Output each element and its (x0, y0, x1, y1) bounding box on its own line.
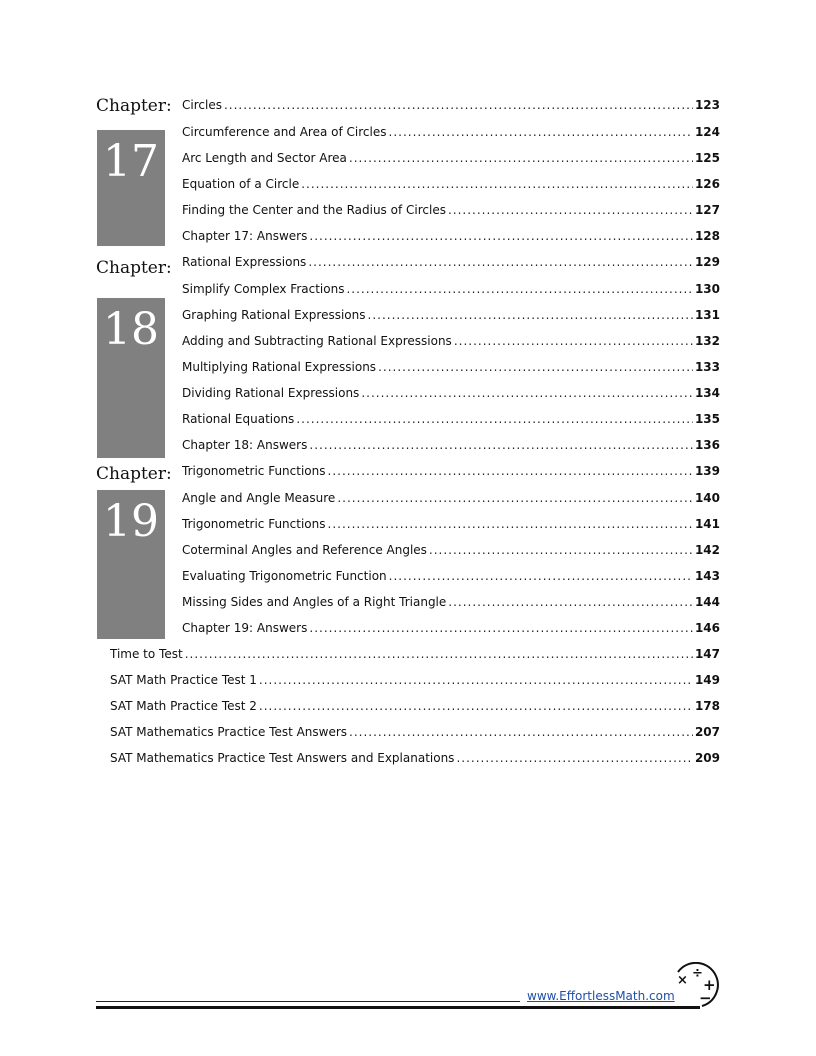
toc-entry-page: 149 (694, 673, 720, 687)
toc-entry-page: 123 (694, 98, 720, 112)
toc-leader-dots (259, 672, 693, 688)
toc-entry[interactable] (182, 124, 720, 140)
toc-entry-page: 143 (694, 569, 720, 583)
toc-entry[interactable] (182, 594, 720, 610)
toc-entry[interactable] (182, 176, 720, 192)
toc-entry[interactable] (182, 490, 720, 506)
toc-entry[interactable] (182, 281, 720, 297)
toc-entry[interactable] (182, 463, 720, 479)
toc-entry-title: Circumference and Area of Circles (182, 125, 387, 139)
toc-leader-dots (346, 281, 692, 297)
toc-leader-dots (309, 620, 693, 636)
toc-leader-dots (349, 150, 693, 166)
toc-entry-page: 209 (694, 751, 720, 765)
toc-leader-dots (259, 698, 693, 714)
toc-leader-dots (361, 385, 693, 401)
toc-entry-page: 130 (694, 282, 720, 296)
chapter-number-box (97, 298, 165, 458)
footer-website-link[interactable]: www.EffortlessMath.com (527, 989, 675, 1003)
chapter-number-box (97, 490, 165, 639)
toc-leader-dots (309, 228, 693, 244)
toc-entry[interactable] (110, 724, 720, 740)
toc-entry[interactable] (182, 333, 720, 349)
toc-leader-dots (337, 490, 693, 506)
toc-entry[interactable] (182, 516, 720, 532)
toc-entry-page: 132 (694, 334, 720, 348)
toc-entry[interactable] (182, 97, 720, 113)
toc-entry[interactable] (182, 359, 720, 375)
toc-entry-page: 133 (694, 360, 720, 374)
toc-entry-page: 142 (694, 543, 720, 557)
toc-entry-page: 125 (694, 151, 720, 165)
chapter-label: Chapter: (96, 464, 172, 484)
toc-entry-title: SAT Math Practice Test 2 (110, 699, 257, 713)
toc-entry-title: Circles (182, 98, 222, 112)
chapter-number: 18 (103, 304, 159, 355)
toc-entry-title: Chapter 19: Answers (182, 621, 308, 635)
toc-entry-title: Trigonometric Functions (182, 464, 326, 478)
toc-leader-dots (296, 411, 693, 427)
toc-entry-page: 178 (694, 699, 720, 713)
toc-entry-page: 124 (694, 125, 720, 139)
toc-leader-dots (328, 463, 693, 479)
toc-leader-dots (378, 359, 693, 375)
toc-entry-page: 147 (694, 647, 720, 661)
toc-leader-dots (454, 333, 693, 349)
toc-leader-dots (389, 568, 693, 584)
toc-leader-dots (301, 176, 693, 192)
toc-entry-page: 134 (694, 386, 720, 400)
toc-entry-title: Equation of a Circle (182, 177, 300, 191)
toc-entry-page: 139 (694, 464, 720, 478)
chapter-number-box (97, 130, 165, 246)
toc-leader-dots (368, 307, 693, 323)
toc-entry[interactable] (182, 202, 720, 218)
toc-entry-page: 129 (694, 255, 720, 269)
toc-entry-title: Time to Test (110, 647, 183, 661)
toc-entry-title: Dividing Rational Expressions (182, 386, 360, 400)
toc-entry[interactable] (182, 542, 720, 558)
toc-leader-dots (224, 97, 693, 113)
toc-entry[interactable] (182, 411, 720, 427)
toc-leader-dots (349, 724, 693, 740)
toc-entry-title: Arc Length and Sector Area (182, 151, 347, 165)
toc-entry[interactable] (182, 150, 720, 166)
toc-entry[interactable] (110, 646, 720, 662)
toc-entry[interactable] (182, 437, 720, 453)
toc-entry-title: SAT Mathematics Practice Test Answers (110, 725, 348, 739)
toc-entry[interactable] (110, 698, 720, 714)
toc-entry-title: Adding and Subtracting Rational Expressions (182, 334, 452, 348)
toc-entry[interactable] (182, 228, 720, 244)
toc-entry-title: Simplify Complex Fractions (182, 282, 345, 296)
toc-entry-page: 126 (694, 177, 720, 191)
toc-entry-title: Angle and Angle Measure (182, 491, 336, 505)
toc-leader-dots (448, 202, 693, 218)
toc-entry[interactable] (110, 672, 720, 688)
footer-divider-thick (96, 1006, 700, 1009)
chapter-number: 19 (103, 496, 159, 547)
toc-entry-title: Evaluating Trigonometric Function (182, 569, 387, 583)
toc-entry[interactable] (110, 750, 720, 766)
toc-entry-title: Missing Sides and Angles of a Right Triangle (182, 595, 447, 609)
toc-entry-title: Finding the Center and the Radius of Circles (182, 203, 446, 217)
toc-entry-page: 136 (694, 438, 720, 452)
toc-entry-title: Trigonometric Functions (182, 517, 326, 531)
toc-entry-page: 141 (694, 517, 720, 531)
chapter-label: Chapter: (96, 96, 172, 116)
toc-entry-page: 127 (694, 203, 720, 217)
toc-entry-page: 128 (694, 229, 720, 243)
toc-entry-page: 146 (694, 621, 720, 635)
footer-divider-thin (96, 1001, 520, 1002)
toc-entry-title: Chapter 17: Answers (182, 229, 308, 243)
toc-leader-dots (429, 542, 693, 558)
toc-entry[interactable] (182, 620, 720, 636)
toc-entry[interactable] (182, 568, 720, 584)
toc-entry-page: 207 (694, 725, 720, 739)
toc-leader-dots (309, 437, 693, 453)
toc-entry-title: SAT Math Practice Test 1 (110, 673, 257, 687)
toc-entry[interactable] (182, 254, 720, 270)
plus-symbol: + (703, 976, 716, 994)
multiply-symbol: × (677, 973, 688, 988)
math-operators-icon (672, 962, 722, 1010)
toc-entry-page: 140 (694, 491, 720, 505)
toc-entry-page: 144 (694, 595, 720, 609)
toc-entry-title: Rational Equations (182, 412, 295, 426)
toc-entry-title: SAT Mathematics Practice Test Answers and Explanations (110, 751, 455, 765)
toc-leader-dots (328, 516, 693, 532)
toc-entry-title: Multiplying Rational Expressions (182, 360, 377, 374)
toc-entry-page: 131 (694, 308, 720, 322)
toc-entry-page: 135 (694, 412, 720, 426)
minus-symbol: − (699, 989, 712, 1007)
toc-leader-dots (185, 646, 693, 662)
toc-leader-dots (389, 124, 693, 140)
toc-entry[interactable] (182, 307, 720, 323)
toc-leader-dots (448, 594, 693, 610)
chapter-label: Chapter: (96, 258, 172, 278)
divide-symbol: ÷ (692, 966, 703, 981)
toc-entry-title: Graphing Rational Expressions (182, 308, 366, 322)
toc-entry-title: Rational Expressions (182, 255, 307, 269)
toc-entry-title: Chapter 18: Answers (182, 438, 308, 452)
toc-entry[interactable] (182, 385, 720, 401)
toc-leader-dots (456, 750, 693, 766)
toc-entry-title: Coterminal Angles and Reference Angles (182, 543, 427, 557)
chapter-number: 17 (103, 136, 159, 187)
toc-leader-dots (308, 254, 693, 270)
